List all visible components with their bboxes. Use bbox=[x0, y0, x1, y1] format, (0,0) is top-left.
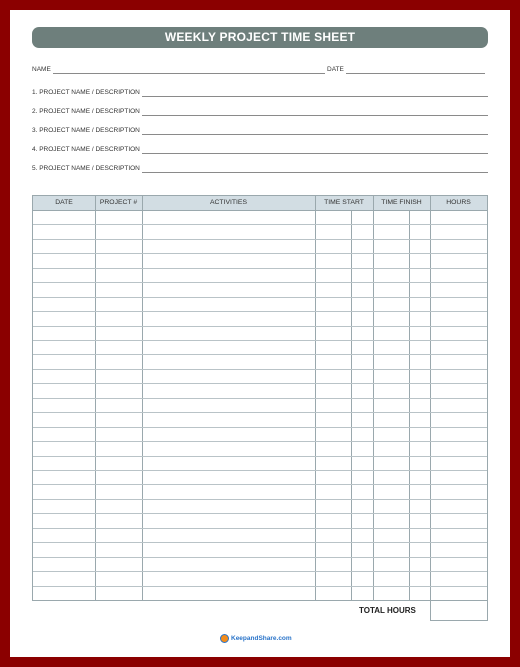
table-row-line bbox=[33, 326, 487, 327]
project-label: 5. PROJECT NAME / DESCRIPTION bbox=[32, 165, 140, 172]
table-row-line bbox=[33, 369, 487, 370]
table-row-line bbox=[33, 224, 487, 225]
page-title: WEEKLY PROJECT TIME SHEET bbox=[32, 27, 488, 48]
table-row-line bbox=[33, 557, 487, 558]
table-row-line bbox=[33, 268, 487, 269]
name-label: NAME bbox=[32, 66, 51, 73]
table-row-line bbox=[33, 484, 487, 485]
project-label: 4. PROJECT NAME / DESCRIPTION bbox=[32, 146, 140, 153]
project-row-2 bbox=[32, 108, 488, 116]
date-field[interactable] bbox=[346, 66, 485, 74]
table-row-line bbox=[33, 412, 487, 413]
column-header-hours: HOURS bbox=[446, 199, 471, 206]
table-row-line bbox=[33, 354, 487, 355]
project-label: 1. PROJECT NAME / DESCRIPTION bbox=[32, 89, 140, 96]
project-field[interactable] bbox=[142, 127, 488, 135]
table-header-row bbox=[33, 196, 487, 211]
project-row-1 bbox=[32, 89, 488, 97]
logo-text: KeepandShare.com bbox=[231, 635, 292, 642]
table-row-line bbox=[33, 282, 487, 283]
project-label: 3. PROJECT NAME / DESCRIPTION bbox=[32, 127, 140, 134]
table-row-line bbox=[33, 528, 487, 529]
table-row-line bbox=[33, 383, 487, 384]
name-field-row bbox=[32, 66, 325, 74]
project-row-4 bbox=[32, 146, 488, 154]
table-row-line bbox=[33, 398, 487, 399]
project-field[interactable] bbox=[142, 165, 488, 173]
table-row-line bbox=[33, 340, 487, 341]
project-row-5 bbox=[32, 165, 488, 173]
column-header-date: DATE bbox=[55, 199, 73, 206]
project-label: 2. PROJECT NAME / DESCRIPTION bbox=[32, 108, 140, 115]
name-field[interactable] bbox=[53, 66, 325, 74]
project-field[interactable] bbox=[142, 146, 488, 154]
table-row-line bbox=[33, 542, 487, 543]
total-hours-label: TOTAL HOURS bbox=[359, 606, 416, 615]
column-header-activities: ACTIVITIES bbox=[209, 199, 247, 206]
timesheet-table bbox=[32, 195, 488, 601]
table-row-line bbox=[33, 311, 487, 312]
table-row-line bbox=[33, 456, 487, 457]
table-row-line bbox=[33, 586, 487, 587]
table-row-line bbox=[33, 513, 487, 514]
total-hours-field[interactable] bbox=[430, 601, 488, 621]
table-row-line bbox=[33, 441, 487, 442]
date-label: DATE bbox=[327, 66, 344, 73]
time-sheet-page bbox=[10, 10, 510, 657]
date-field-row bbox=[327, 66, 485, 74]
table-row-line bbox=[33, 470, 487, 471]
keepandshare-logo bbox=[220, 634, 292, 643]
project-row-3 bbox=[32, 127, 488, 135]
table-row-line bbox=[33, 253, 487, 254]
table-row-line bbox=[33, 427, 487, 428]
table-row-line bbox=[33, 297, 487, 298]
logo-icon bbox=[220, 634, 229, 643]
column-header-project: PROJECT # bbox=[99, 199, 138, 206]
project-field[interactable] bbox=[142, 89, 488, 97]
table-row-line bbox=[33, 239, 487, 240]
column-header-time-finish: TIME FINISH bbox=[381, 199, 422, 206]
column-header-time-start: TIME START bbox=[324, 199, 364, 206]
table-row-line bbox=[33, 499, 487, 500]
table-row-line bbox=[33, 571, 487, 572]
project-field[interactable] bbox=[142, 108, 488, 116]
